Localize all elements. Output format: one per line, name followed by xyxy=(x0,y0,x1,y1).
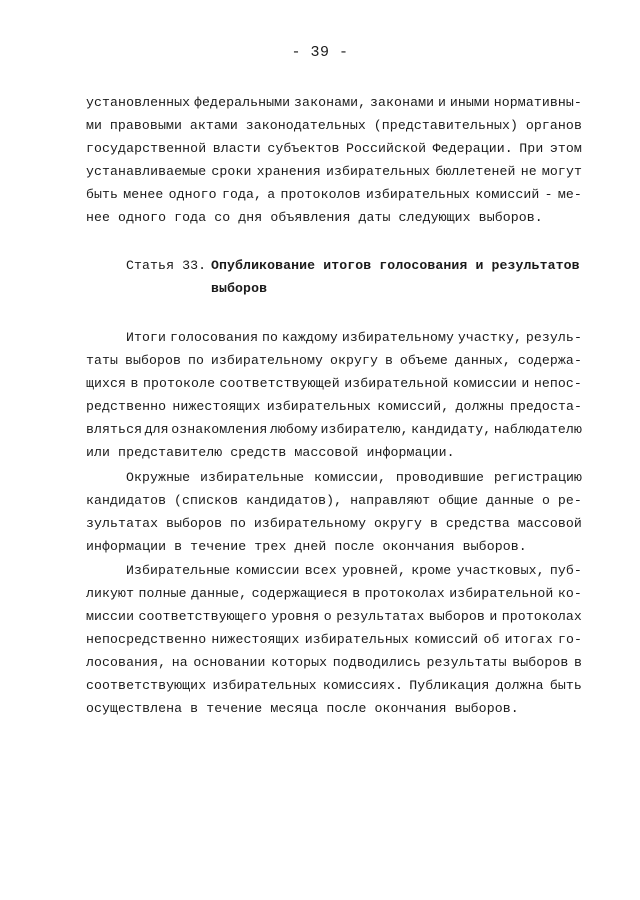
word: избирательных xyxy=(266,399,371,414)
word: соответствующих xyxy=(86,678,207,693)
word: редственно xyxy=(86,399,167,414)
word: этом xyxy=(549,141,582,156)
word: ми xyxy=(86,118,103,133)
word: комиссии, xyxy=(313,470,387,485)
word: протоколов xyxy=(280,187,361,202)
word: массовой xyxy=(517,516,582,531)
word: года, xyxy=(221,187,263,202)
word: должна xyxy=(495,678,544,693)
word: актами xyxy=(189,118,238,133)
word: менее xyxy=(123,187,164,202)
word: протоколах xyxy=(501,609,582,624)
word: по xyxy=(261,330,278,345)
word: ре- xyxy=(557,493,582,508)
word: Российской xyxy=(345,141,427,156)
word: комиссии xyxy=(235,563,300,578)
paragraph-line xyxy=(86,632,582,648)
word: выборов xyxy=(166,516,223,531)
word: содержащиеся xyxy=(251,586,348,601)
word: - xyxy=(544,187,553,202)
word: кроме xyxy=(411,563,452,578)
word: для xyxy=(144,422,169,437)
word: непосредственно xyxy=(86,632,207,647)
word: выборов xyxy=(124,353,182,368)
word: результатах xyxy=(336,609,425,624)
word: в xyxy=(352,586,361,601)
word: участку, xyxy=(457,330,522,345)
word: го- xyxy=(557,632,582,647)
word: избирательных xyxy=(365,187,471,202)
word: протоколах xyxy=(364,586,445,601)
word: протоколе xyxy=(142,376,216,391)
paragraph-line xyxy=(86,399,582,415)
intro-line xyxy=(86,164,582,180)
word: зультатах xyxy=(86,516,159,531)
word: избирательной xyxy=(344,376,449,391)
word: власти xyxy=(212,141,261,156)
paragraph-line: информации в течение трех дней после окончания выборов. xyxy=(86,539,527,554)
word: законодательных xyxy=(245,118,366,133)
word: направляют xyxy=(350,493,431,508)
word: нижестоящих xyxy=(172,399,261,414)
word: избирателю, xyxy=(320,422,409,437)
word: уровня xyxy=(271,609,320,624)
word: предоста- xyxy=(509,399,582,414)
word: избирательному xyxy=(253,516,367,531)
word: содержа- xyxy=(517,353,582,368)
word: и xyxy=(521,376,530,391)
word: лосования, xyxy=(86,655,167,670)
word: Публикация xyxy=(409,678,490,693)
word: выборов xyxy=(428,609,485,624)
word: ме- xyxy=(557,187,582,202)
word: таты xyxy=(86,353,119,368)
word: могут xyxy=(541,164,582,179)
word: избирательных xyxy=(304,632,409,647)
word: Федерации. xyxy=(432,141,513,156)
word: (представительных) xyxy=(373,118,519,133)
word: комиссий, xyxy=(377,399,450,414)
word: нормативны- xyxy=(493,95,582,110)
word: государственной xyxy=(86,141,207,156)
intro-line xyxy=(86,118,582,134)
word: пуб- xyxy=(549,563,582,578)
word: субъектов xyxy=(267,141,340,156)
word: Итоги xyxy=(126,330,167,345)
word: непос- xyxy=(533,376,582,391)
article-title: Опубликование итогов голосования и результатов xyxy=(211,258,580,273)
word: быть xyxy=(549,678,582,693)
word: быть xyxy=(86,187,119,202)
word: При xyxy=(519,141,544,156)
word: комиссиях. xyxy=(322,678,403,693)
paragraph-line xyxy=(86,655,582,671)
word: результаты xyxy=(426,655,507,670)
paragraph-line xyxy=(86,678,582,694)
intro-line xyxy=(86,95,582,111)
paragraph-line xyxy=(86,609,582,625)
word: общие xyxy=(438,493,479,508)
word: кандидатов), xyxy=(246,493,343,508)
word: комиссии xyxy=(452,376,517,391)
word: избирательных xyxy=(212,678,317,693)
word: всех xyxy=(304,563,337,578)
word: комиссий xyxy=(475,187,540,202)
word: хранения xyxy=(256,164,321,179)
word: избирательных xyxy=(325,164,431,179)
word: данные, xyxy=(191,586,248,601)
word: о xyxy=(323,609,332,624)
word: данные xyxy=(486,493,535,508)
word: итогах xyxy=(504,632,553,647)
word: регистрацию xyxy=(493,470,582,485)
word: сроки xyxy=(211,164,252,179)
word: участковых, xyxy=(456,563,545,578)
word: кандидатов xyxy=(86,493,167,508)
word: комиссий xyxy=(414,632,479,647)
paragraph-line xyxy=(126,470,582,486)
word: объеме xyxy=(399,353,448,368)
word: округу xyxy=(329,353,379,368)
word: в xyxy=(384,353,393,368)
word: избирательному xyxy=(210,353,324,368)
word: законами, xyxy=(294,95,367,110)
word: правовыми xyxy=(109,118,182,133)
paragraph-line xyxy=(86,422,582,438)
article-title: выборов xyxy=(211,281,268,296)
page-number: - 39 - xyxy=(291,44,349,61)
word: (списков xyxy=(174,493,239,508)
word: не xyxy=(520,164,537,179)
word: голосования xyxy=(169,330,259,345)
paragraph-line xyxy=(126,330,582,346)
word: подводились xyxy=(332,655,421,670)
word: основании xyxy=(193,655,266,670)
word: ко- xyxy=(557,586,582,601)
paragraph-line xyxy=(126,563,582,579)
word: по xyxy=(229,516,247,531)
word: выборов xyxy=(512,655,569,670)
word: и xyxy=(437,95,446,110)
word: должны xyxy=(455,399,504,414)
word: кандидату, xyxy=(411,422,492,437)
article-number: Статья 33. xyxy=(126,258,207,273)
word: Избирательные xyxy=(126,563,231,578)
intro-line xyxy=(86,141,582,157)
word: федеральными xyxy=(194,95,291,110)
word: наблюдателю xyxy=(493,422,582,437)
paragraph-line xyxy=(86,376,582,392)
word: миссии xyxy=(86,609,135,624)
word: округу xyxy=(373,516,423,531)
word: уровней, xyxy=(341,563,407,578)
paragraph-line xyxy=(86,493,582,509)
word: данных, xyxy=(454,353,511,368)
word: в xyxy=(429,516,438,531)
word: соответствующей xyxy=(219,376,340,391)
word: Окружные xyxy=(126,470,191,485)
word: законами xyxy=(370,95,435,110)
word: об xyxy=(483,632,500,647)
word: на xyxy=(171,655,188,670)
word: каждому xyxy=(281,330,338,345)
word: по xyxy=(187,353,204,368)
intro-line: нее одного года со дня объявления даты следующих выборов. xyxy=(86,210,543,225)
paragraph-line xyxy=(86,516,582,532)
word: о xyxy=(542,493,551,508)
word: а xyxy=(267,187,276,202)
word: органов xyxy=(525,118,582,133)
word: иными xyxy=(449,95,490,110)
word: избирательные xyxy=(199,470,305,485)
word: избирательной xyxy=(449,586,554,601)
word: средства xyxy=(445,516,510,531)
word: бюллетеней xyxy=(435,164,516,179)
word: резуль- xyxy=(525,330,582,345)
paragraph-line xyxy=(86,353,582,369)
word: избирательному xyxy=(341,330,455,345)
word: полные xyxy=(138,586,187,601)
word: в xyxy=(130,376,139,391)
word: установленных xyxy=(86,95,191,110)
paragraph-line xyxy=(86,586,582,602)
paragraph-line: осуществлена в течение месяца после окончания выборов. xyxy=(86,701,519,716)
word: ознакомления xyxy=(171,422,268,437)
word: нижестоящих xyxy=(211,632,300,647)
word: в xyxy=(573,655,582,670)
word: ликуют xyxy=(86,586,135,601)
intro-line xyxy=(86,187,582,203)
word: любому xyxy=(269,422,318,437)
word: щихся xyxy=(86,376,127,391)
word: устанавливаемые xyxy=(86,164,207,179)
word: соответствующего xyxy=(138,609,267,624)
word: проводившие xyxy=(395,470,485,485)
word: одного xyxy=(168,187,217,202)
paragraph-line: или представителю средств массовой информации. xyxy=(86,445,455,460)
word: которых xyxy=(271,655,328,670)
word: и xyxy=(489,609,498,624)
word: вляться xyxy=(86,422,143,437)
